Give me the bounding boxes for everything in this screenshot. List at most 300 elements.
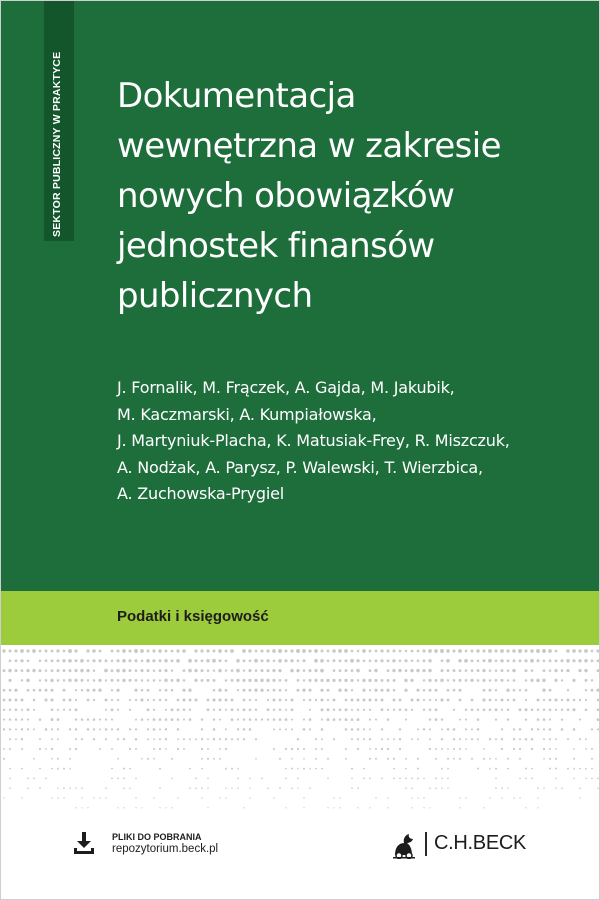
pattern-dot — [381, 728, 383, 730]
pattern-dot — [27, 728, 29, 730]
pattern-dot — [266, 669, 269, 672]
pattern-dot — [81, 787, 83, 789]
pattern-dot — [296, 649, 300, 653]
pattern-dot — [597, 787, 599, 789]
pattern-dot — [549, 748, 551, 750]
pattern-dot — [405, 669, 408, 672]
pattern-dot — [573, 778, 575, 780]
pattern-dot — [219, 659, 222, 662]
pattern-dot — [189, 718, 192, 721]
pattern-dot — [471, 738, 473, 740]
pattern-dot — [141, 659, 144, 662]
pattern-dot — [405, 758, 407, 760]
pattern-dot — [279, 689, 282, 692]
pattern-dot — [291, 728, 293, 730]
pattern-dot — [51, 748, 53, 750]
pattern-dot — [3, 728, 5, 730]
pattern-dot — [159, 669, 162, 672]
pattern-dot — [525, 699, 527, 701]
pattern-dot — [573, 758, 575, 760]
pattern-dot — [27, 708, 30, 711]
pattern-dot — [291, 768, 293, 770]
pattern-dot — [140, 669, 143, 672]
pattern-dot — [249, 699, 251, 701]
pattern-dot — [200, 649, 203, 652]
publisher-name: C.H.BECK — [434, 832, 527, 854]
pattern-dot — [435, 787, 437, 789]
pattern-dot — [164, 679, 167, 682]
pattern-dot — [501, 797, 503, 799]
pattern-dot — [465, 679, 468, 682]
pattern-dot — [243, 718, 245, 720]
pattern-dot — [81, 689, 83, 691]
pattern-dot — [471, 659, 474, 662]
pattern-dot — [255, 718, 257, 720]
pattern-dot — [537, 718, 540, 721]
pattern-dot — [435, 748, 437, 750]
pattern-dot — [356, 659, 359, 662]
pattern-dot — [201, 797, 202, 798]
pattern-dot — [285, 718, 288, 721]
pattern-dot — [320, 689, 323, 692]
pattern-dot — [105, 718, 107, 720]
pattern-dot — [591, 768, 593, 770]
pattern-dot — [524, 669, 527, 672]
pattern-dot — [597, 718, 600, 721]
pattern-dot — [15, 728, 17, 730]
pattern-dot — [225, 689, 228, 692]
pattern-dot — [333, 718, 336, 721]
pattern-dot — [405, 709, 408, 712]
pattern-dot — [27, 778, 29, 780]
pattern-dot — [513, 738, 515, 740]
pattern-dot — [27, 719, 29, 721]
pattern-dot — [512, 649, 516, 653]
pattern-dot — [63, 709, 65, 711]
pattern-dot — [218, 669, 222, 673]
pattern-dot — [99, 797, 100, 798]
pattern-dot — [129, 768, 131, 770]
pattern-dot — [254, 659, 258, 663]
pattern-dot — [561, 718, 563, 720]
pattern-dot — [477, 709, 479, 711]
pattern-dot — [561, 709, 563, 711]
pattern-dot — [561, 787, 563, 789]
pattern-dot — [584, 659, 588, 663]
pattern-dot — [470, 679, 473, 682]
pattern-dot — [554, 669, 557, 672]
pattern-dot — [537, 807, 538, 808]
download-url[interactable]: repozytorium.beck.pl — [112, 843, 219, 855]
pattern-dot — [447, 669, 450, 672]
pattern-dot — [482, 649, 485, 652]
pattern-dot — [99, 748, 101, 750]
pattern-dot — [429, 699, 431, 701]
pattern-dot — [81, 718, 84, 721]
author-line: A. Nodżak, A. Parysz, P. Walewski, T. Wierzbica, — [117, 457, 483, 477]
pattern-dot — [21, 709, 23, 711]
pattern-dot — [507, 787, 508, 788]
pattern-dot — [429, 689, 432, 692]
pattern-dot — [285, 728, 287, 730]
pattern-dot — [549, 669, 552, 672]
pattern-dot — [543, 659, 546, 662]
pattern-dot — [405, 650, 408, 653]
pattern-dot — [3, 797, 4, 798]
pattern-dot — [21, 748, 23, 750]
pattern-dot — [428, 669, 431, 672]
pattern-dot — [345, 718, 348, 721]
pattern-dot — [459, 758, 461, 760]
pattern-dot — [147, 699, 149, 701]
pattern-dot — [381, 708, 384, 711]
pattern-dot — [87, 807, 88, 808]
pattern-dot — [483, 758, 485, 760]
pattern-dot — [111, 650, 114, 653]
pattern-dot — [273, 709, 275, 711]
pattern-dot — [507, 699, 509, 701]
pattern-dot — [453, 738, 455, 740]
pattern-dot — [555, 787, 556, 788]
pattern-dot — [423, 709, 425, 711]
pattern-dot — [578, 649, 581, 652]
pattern-dot — [536, 679, 540, 683]
series-label: SEKTOR PUBLICZNY W PRAKTYCE — [51, 51, 63, 237]
pattern-dot — [417, 758, 419, 760]
pattern-dot — [513, 728, 515, 730]
pattern-dot — [381, 778, 383, 780]
pattern-dot — [279, 758, 281, 760]
pattern-dot — [531, 669, 534, 672]
pattern-dot — [506, 649, 509, 652]
pattern-dot — [573, 768, 575, 770]
pattern-dot — [429, 728, 431, 730]
pattern-dot — [212, 698, 215, 701]
pattern-dot — [344, 649, 348, 653]
pattern-dot — [225, 797, 227, 799]
pattern-dot — [260, 679, 263, 682]
pattern-dot — [147, 719, 149, 721]
pattern-dot — [117, 699, 119, 701]
pattern-dot — [549, 719, 551, 721]
pattern-dot — [495, 669, 498, 672]
pattern-dot — [345, 758, 347, 760]
pattern-dot — [87, 659, 90, 662]
pattern-dot — [327, 758, 329, 760]
pattern-dot — [453, 758, 455, 760]
pattern-dot — [549, 768, 551, 770]
pattern-dot — [495, 659, 498, 662]
pattern-dot — [117, 728, 119, 730]
pattern-dot — [555, 709, 557, 711]
pattern-dot — [585, 738, 587, 740]
pattern-dot — [231, 718, 234, 721]
pattern-dot — [237, 738, 239, 740]
pattern-dot — [345, 699, 348, 702]
pattern-dot — [45, 659, 48, 662]
pattern-dot — [194, 649, 197, 652]
pattern-dot — [572, 679, 575, 682]
pattern-dot — [273, 659, 276, 662]
pattern-dot — [482, 698, 485, 701]
pattern-dot — [285, 679, 288, 682]
pattern-dot — [69, 768, 71, 770]
pattern-dot — [519, 778, 521, 780]
pattern-dot — [356, 669, 360, 673]
pattern-dot — [237, 777, 239, 779]
pattern-dot — [165, 748, 167, 750]
pattern-dot — [147, 728, 149, 730]
pattern-dot — [309, 699, 312, 702]
pattern-dot — [9, 787, 11, 789]
pattern-dot — [225, 787, 226, 788]
pattern-dot — [201, 787, 203, 789]
pattern-dot — [249, 708, 252, 711]
pattern-dot — [302, 689, 305, 692]
pattern-dot — [218, 689, 221, 692]
pattern-dot — [321, 650, 324, 653]
pattern-dot — [393, 699, 396, 702]
pattern-dot — [201, 768, 203, 770]
pattern-dot — [417, 797, 418, 798]
pattern-dot — [63, 797, 64, 798]
pattern-dot — [75, 718, 77, 720]
pattern-dot — [219, 719, 221, 721]
pattern-dot — [507, 679, 509, 681]
pattern-dot — [255, 669, 258, 672]
pattern-dot — [201, 728, 203, 730]
pattern-dot — [207, 699, 210, 702]
pattern-dot — [398, 669, 401, 672]
pattern-dot — [555, 768, 557, 770]
pattern-dot — [20, 659, 23, 662]
pattern-dot — [213, 758, 215, 760]
pattern-dot — [381, 738, 383, 740]
pattern-dot — [69, 758, 71, 760]
pattern-dot — [56, 649, 59, 652]
pattern-dot — [9, 728, 11, 730]
pattern-dot — [476, 649, 479, 652]
pattern-dot — [423, 797, 424, 798]
pattern-dot — [104, 669, 108, 673]
pattern-dot — [344, 689, 347, 692]
pattern-dot — [123, 768, 125, 770]
pattern-dot — [453, 709, 455, 711]
pattern-dot — [483, 689, 486, 692]
pattern-dot — [591, 689, 594, 692]
pattern-dot — [69, 748, 71, 750]
pattern-dot — [357, 699, 360, 702]
pattern-dot — [428, 679, 431, 682]
pattern-dot — [93, 797, 94, 798]
pattern-dot — [513, 699, 516, 702]
pattern-dot — [69, 728, 71, 730]
pattern-dot — [68, 659, 72, 663]
pattern-dot — [141, 807, 142, 808]
pattern-dot — [477, 660, 480, 663]
pattern-dot — [159, 718, 162, 721]
pattern-dot — [428, 649, 432, 653]
pattern-dot — [99, 719, 101, 721]
pattern-dot — [441, 659, 444, 662]
pattern-dot — [597, 778, 599, 780]
pattern-dot — [171, 669, 173, 671]
pattern-dot — [351, 787, 353, 789]
pattern-dot — [321, 738, 323, 740]
pattern-dot — [399, 738, 401, 740]
pattern-dot — [207, 787, 208, 788]
pattern-dot — [159, 679, 161, 681]
pattern-dot — [495, 787, 497, 789]
pattern-dot — [386, 649, 389, 652]
pattern-dot — [303, 669, 306, 672]
pattern-dot — [512, 669, 515, 672]
pattern-dot — [573, 699, 576, 702]
pattern-dot — [45, 679, 48, 682]
pattern-dot — [363, 709, 365, 711]
pattern-dot — [3, 689, 6, 692]
pattern-dot — [165, 738, 167, 740]
pattern-dot — [3, 748, 5, 750]
pattern-dot — [327, 699, 329, 701]
pattern-dot — [351, 650, 354, 653]
pattern-dot — [314, 649, 318, 653]
pattern-dot — [465, 719, 467, 721]
pattern-dot — [75, 748, 77, 750]
author-line: J. Martyniuk-Placha, K. Matusiak-Frey, R. Miszczuk, — [117, 431, 510, 450]
pattern-dot — [266, 649, 269, 652]
pattern-dot — [140, 649, 144, 653]
pattern-dot — [68, 649, 72, 653]
pattern-dot — [387, 709, 389, 711]
pattern-dot — [453, 669, 456, 672]
pattern-dot — [350, 659, 354, 663]
pattern-dot — [110, 679, 113, 682]
pattern-dot — [308, 669, 311, 672]
pattern-dot — [261, 778, 263, 780]
pattern-dot — [519, 689, 521, 691]
pattern-dot — [57, 728, 59, 730]
pattern-dot — [525, 718, 527, 720]
pattern-dot — [147, 738, 149, 740]
pattern-dot — [249, 778, 251, 780]
pattern-dot — [249, 689, 252, 692]
pattern-dot — [375, 748, 377, 750]
author-line: J. Fornalik, M. Frączek, A. Gajda, M. Jakubik, — [117, 378, 455, 397]
pattern-dot — [303, 768, 305, 770]
pattern-dot — [417, 738, 419, 740]
pattern-dot — [123, 787, 125, 789]
pattern-dot — [9, 699, 12, 702]
pattern-dot — [243, 669, 245, 671]
pattern-dot — [51, 768, 53, 770]
pattern-dot — [111, 699, 113, 701]
pattern-dot — [482, 669, 485, 672]
pattern-dot — [423, 778, 425, 780]
pattern-dot — [213, 650, 216, 653]
pattern-dot — [333, 797, 334, 798]
title-line: nowych obowiązków — [117, 176, 455, 216]
pattern-dot — [236, 659, 240, 663]
pattern-dot — [171, 778, 173, 780]
pattern-dot — [441, 728, 443, 730]
pattern-dot — [14, 689, 17, 692]
pattern-dot — [369, 709, 371, 711]
pattern-dot — [176, 679, 179, 682]
pattern-dot — [591, 679, 593, 681]
pattern-dot — [417, 699, 420, 702]
pattern-dot — [207, 807, 208, 808]
pattern-dot — [171, 650, 174, 653]
pattern-dot — [554, 679, 557, 682]
pattern-dot — [357, 738, 359, 740]
pattern-dot — [417, 650, 420, 653]
pattern-dot — [585, 778, 587, 780]
pattern-dot — [123, 738, 125, 740]
pattern-dot — [381, 748, 383, 750]
pattern-dot — [98, 689, 101, 692]
pattern-dot — [483, 748, 485, 750]
pattern-dot — [141, 689, 144, 692]
pattern-dot — [237, 787, 238, 788]
pattern-dot — [369, 778, 371, 780]
pattern-dot — [236, 669, 240, 673]
pattern-dot — [320, 659, 324, 663]
pattern-dot — [63, 650, 66, 653]
pattern-dot — [86, 669, 89, 672]
pattern-dot — [164, 669, 167, 672]
pattern-dot — [303, 748, 305, 750]
pattern-dot — [440, 669, 443, 672]
pattern-dot — [207, 738, 209, 740]
pattern-dot — [57, 768, 59, 770]
pattern-dot — [212, 659, 216, 663]
pattern-dot — [465, 738, 467, 740]
pattern-dot — [129, 669, 132, 672]
pattern-dot — [309, 768, 311, 770]
pattern-dot — [93, 699, 95, 701]
pattern-dot — [357, 679, 359, 681]
pattern-dot — [422, 649, 425, 652]
pattern-dot — [374, 679, 377, 682]
pattern-dot — [105, 728, 108, 731]
pattern-dot — [255, 699, 257, 701]
pattern-dot — [231, 768, 233, 770]
pattern-dot — [14, 669, 17, 672]
pattern-dot — [279, 728, 281, 730]
pattern-dot — [93, 679, 96, 682]
pattern-dot — [8, 679, 11, 682]
pattern-dot — [249, 728, 252, 731]
pattern-dot — [435, 679, 438, 682]
pattern-dot — [165, 699, 167, 701]
pattern-dot — [159, 699, 162, 702]
pattern-dot — [549, 728, 552, 731]
pattern-dot — [51, 669, 54, 672]
pattern-dot — [51, 738, 53, 740]
pattern-dot — [507, 669, 510, 672]
pattern-dot — [135, 748, 137, 750]
pattern-dot — [417, 768, 419, 770]
pattern-dot — [351, 768, 353, 770]
pattern-dot — [399, 728, 401, 730]
pattern-dot — [243, 807, 244, 808]
category-band — [1, 591, 600, 645]
pattern-dot — [213, 718, 215, 720]
pattern-dot — [495, 679, 498, 682]
pattern-dot — [303, 679, 306, 682]
pattern-dot — [489, 758, 491, 760]
